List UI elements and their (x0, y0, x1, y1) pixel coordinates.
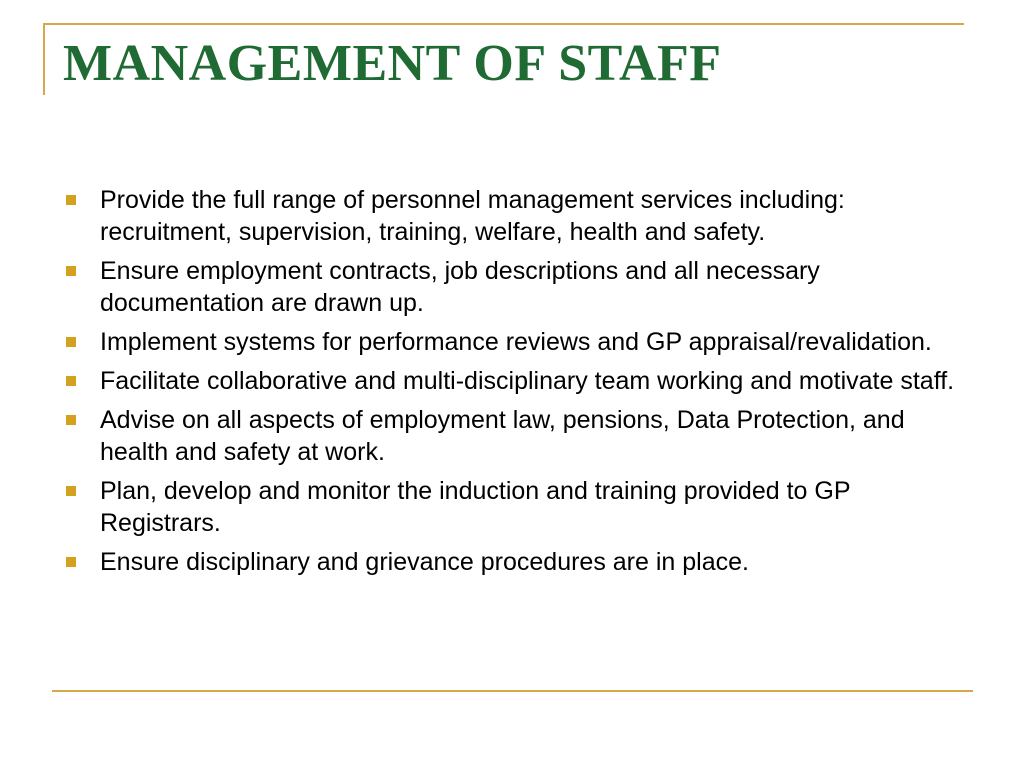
left-rule (43, 23, 45, 95)
square-bullet-icon (66, 266, 76, 276)
bullet-list (63, 184, 968, 585)
bullet-text: Ensure employment contracts, job descriptions and all necessary documentation are drawn up. (100, 257, 820, 317)
bullet-text: Advise on all aspects of employment law, pensions, Data Protection, and health and safety at work. (100, 406, 905, 466)
list-item (63, 255, 968, 319)
bullet-text: Facilitate collaborative and multi-disciplinary team working and motivate staff. (100, 367, 955, 395)
bullet-text: Implement systems for performance reviews and GP appraisal/revalidation. (100, 328, 932, 356)
top-rule (43, 23, 964, 25)
bottom-rule (52, 690, 973, 692)
list-item (63, 404, 968, 468)
list-item (63, 184, 968, 248)
square-bullet-icon (66, 337, 76, 347)
bullet-text: Ensure disciplinary and grievance procedures are in place. (100, 548, 749, 576)
list-item (63, 326, 968, 358)
list-item (63, 365, 968, 397)
square-bullet-icon (66, 376, 76, 386)
list-item (63, 475, 968, 539)
square-bullet-icon (66, 486, 76, 496)
list-item (63, 546, 968, 578)
square-bullet-icon (66, 195, 76, 205)
square-bullet-icon (66, 557, 76, 567)
square-bullet-icon (66, 415, 76, 425)
bullet-text: Plan, develop and monitor the induction and training provided to GP Registrars. (100, 477, 851, 537)
slide-title: MANAGEMENT OF STAFF (63, 35, 722, 92)
bullet-text: Provide the full range of personnel management services including: recruitment, supervision, training, welfare, health and safety. (100, 186, 845, 246)
